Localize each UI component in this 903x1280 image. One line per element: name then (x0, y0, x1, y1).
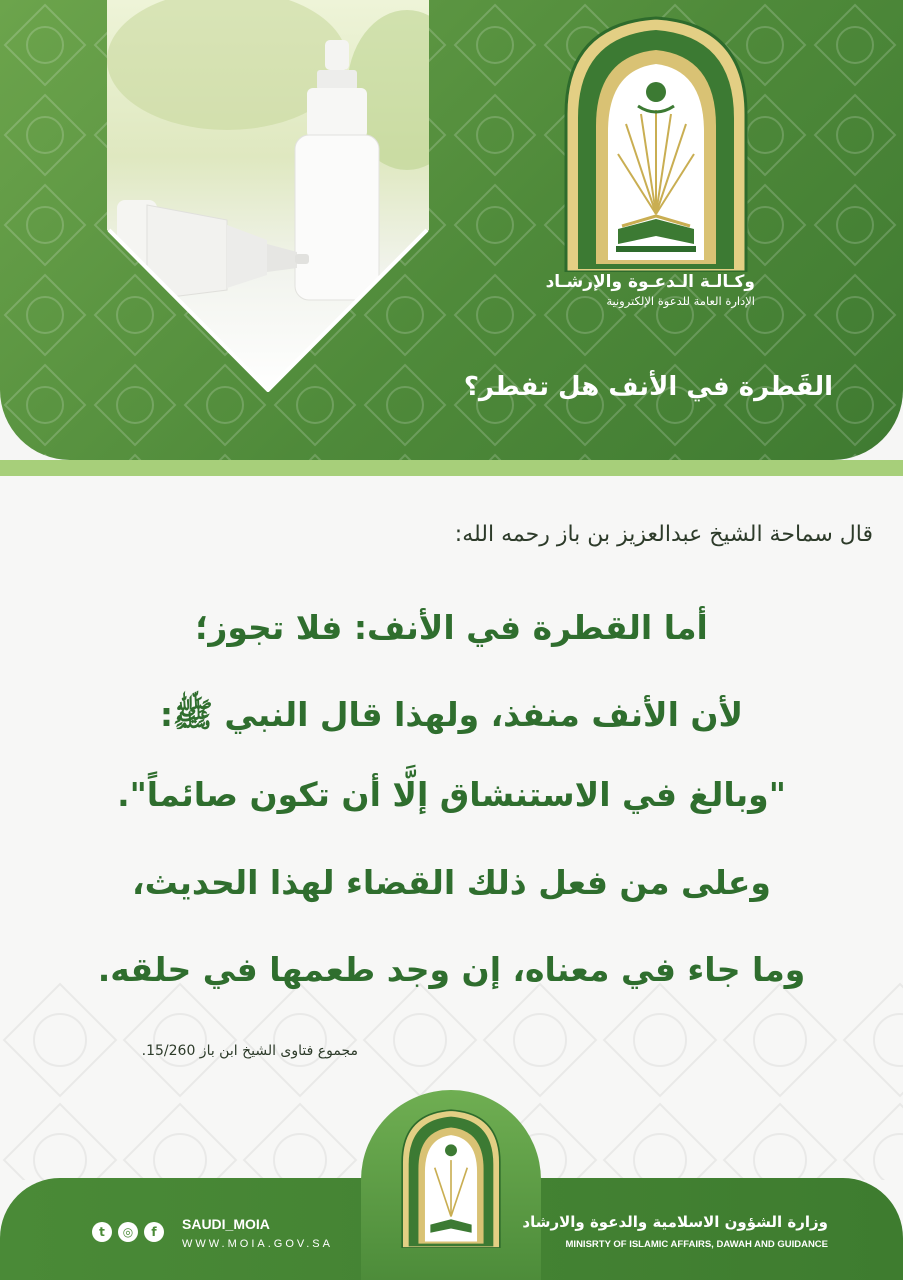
website-link[interactable]: WWW.MOIA.GOV.SA (182, 1238, 333, 1250)
product-photo (107, 0, 429, 392)
ministry-emblem-icon (556, 14, 756, 272)
agency-subtitle: الإدارة العامة للدعوة الإلكترونية (606, 294, 755, 308)
facebook-icon[interactable]: f (144, 1222, 164, 1242)
quote-line-4: وعلى من فعل ذلك القضاء لهذا الحديث، (132, 863, 771, 902)
footer-emblem-icon (396, 1108, 506, 1248)
page-title: القَطرة في الأنف هل تفطر؟ (463, 372, 833, 402)
quote-line-5: وما جاء في معناه، إن وجد طعمها في حلقه. (97, 950, 806, 989)
quote-line-1: أما القطرة في الأنف: فلا تجوز؛ (195, 608, 708, 647)
instagram-icon[interactable]: ◎ (118, 1222, 138, 1242)
social-handle[interactable]: SAUDI_MOIA (182, 1216, 270, 1232)
photo-frame (107, 0, 429, 392)
quote-line-2: لأن الأنف منفذ، ولهذا قال النبي ﷺ: (159, 695, 744, 734)
intro-text: قال سماحة الشيخ عبدالعزيز بن باز رحمه الله: (454, 522, 873, 547)
ministry-name-english: MINISRTY OF ISLAMIC AFFAIRS, DAWAH AND GUIDANCE (565, 1239, 828, 1250)
agency-name: وكـالـة الـدعـوة والإرشـاد (545, 272, 755, 292)
header-banner (0, 0, 903, 460)
social-links (92, 1222, 164, 1242)
quote-line-3: "وبالغ في الاستنشاق إلَّا أن تكون صائماً". (117, 775, 786, 814)
ministry-name-arabic: وزارة الشؤون الاسلامية والدعوة والارشاد (522, 1213, 828, 1231)
accent-stripe (0, 460, 903, 476)
source-citation: مجموع فتاوى الشيخ ابن باز 15/260. (141, 1043, 358, 1059)
twitter-icon[interactable]: t (92, 1222, 112, 1242)
